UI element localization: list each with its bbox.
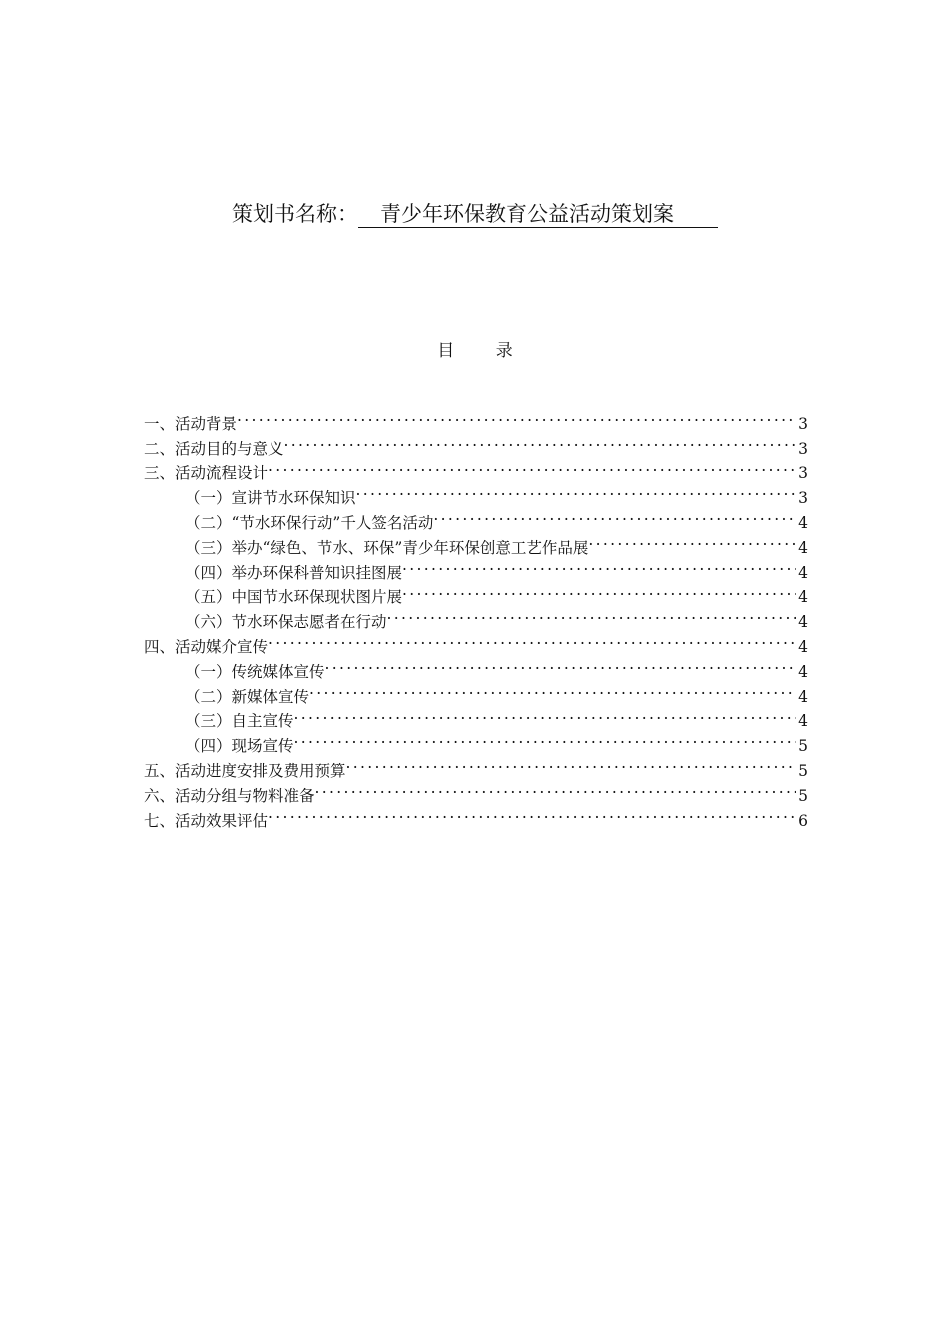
toc-entry-label: （四）现场宣传: [185, 737, 294, 756]
toc-dot-leader: [268, 801, 796, 826]
toc-entry-page: 3: [798, 439, 808, 458]
toc-entry-label: （三）自主宣传: [185, 712, 294, 731]
toc-entry-page: 3: [798, 489, 808, 508]
toc-entry-label: （一）传统媒体宣传: [185, 662, 325, 681]
toc-entry-page: 4: [798, 613, 808, 632]
toc-entry-label: （三）举办“绿色、节水、环保”青少年环保创意工艺作品展: [185, 538, 589, 557]
toc-dot-leader: [433, 503, 796, 528]
toc-entry-label: （六）节水环保志愿者在行动: [185, 613, 387, 632]
toc-entry-page: 3: [798, 464, 808, 483]
toc-dot-leader: [284, 429, 797, 454]
toc-dot-leader: [237, 404, 796, 429]
toc-entry-label: （二）新媒体宣传: [185, 687, 310, 706]
toc-entry-page: 4: [798, 563, 808, 582]
toc-entry-label: 二、活动目的与意义: [144, 439, 284, 458]
toc-entry[interactable]: [144, 404, 808, 433]
toc-dot-leader: [294, 702, 797, 727]
toc-dot-leader: [402, 553, 796, 578]
toc-entry-page: 3: [798, 414, 808, 433]
toc-dot-leader: [325, 652, 797, 677]
toc-entry-label: （一）宣讲节水环保知识: [185, 489, 356, 508]
toc-dot-leader: [315, 776, 797, 801]
toc-dot-leader: [346, 751, 797, 776]
toc-entry-page: 4: [798, 538, 808, 557]
table-of-contents: [144, 404, 808, 830]
toc-entry-page: 4: [798, 588, 808, 607]
toc-dot-leader: [268, 627, 796, 652]
toc-dot-leader: [588, 528, 796, 553]
toc-entry-label: 四、活动媒介宣传: [144, 637, 269, 656]
toc-entry-label: 一、活动背景: [144, 414, 238, 433]
toc-entry-label: 六、活动分组与物料准备: [144, 786, 315, 805]
toc-entry-label: 三、活动流程设计: [144, 464, 269, 483]
toc-dot-leader: [294, 726, 797, 751]
document-title: [0, 200, 950, 228]
toc-entry-label: （四）举办环保科普知识挂图展: [185, 563, 403, 582]
toc-dot-leader: [309, 677, 796, 702]
toc-entry-page: 4: [798, 712, 808, 731]
toc-entry-page: 5: [798, 761, 808, 780]
toc-dot-leader: [356, 478, 797, 503]
toc-entry[interactable]: [144, 429, 808, 458]
title-label: 策划书名称：: [232, 202, 358, 226]
toc-entry-label: 五、活动进度安排及费用预算: [144, 761, 346, 780]
toc-entry-page: 4: [798, 637, 808, 656]
toc-dot-leader: [268, 454, 796, 479]
toc-entry-label: （二）“节水环保行动”千人签名活动: [185, 513, 434, 532]
toc-entry-page: 4: [798, 687, 808, 706]
toc-entry-label: 七、活动效果评估: [144, 811, 269, 830]
toc-entry-page: 5: [798, 737, 808, 756]
toc-dot-leader: [402, 578, 796, 603]
toc-entry-page: 4: [798, 662, 808, 681]
toc-dot-leader: [387, 602, 797, 627]
toc-entry-label: （五）中国节水环保现状图片展: [185, 588, 403, 607]
toc-entry-page: 4: [798, 513, 808, 532]
toc-heading: 目 录: [437, 341, 531, 361]
title-value: 青少年环保教育公益活动策划案: [358, 201, 718, 228]
toc-entry-page: 5: [798, 786, 808, 805]
toc-entry-page: 6: [798, 811, 808, 830]
